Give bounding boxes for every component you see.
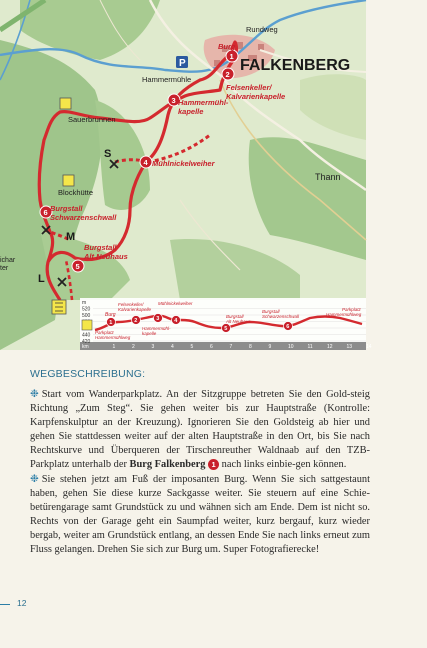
profile-x-tick: km [82, 344, 89, 350]
profile-alt-neuhaus-l2: Alt Neuhaus [226, 319, 251, 324]
label-sauerbrunnen: Sauerbrunnen [68, 115, 116, 124]
profile-badge-text: 2 [134, 318, 138, 324]
svg-text:3: 3 [171, 96, 176, 105]
svg-text:4: 4 [143, 158, 148, 167]
profile-parkplatz-start-l1: Parkplatz [95, 330, 114, 335]
profile-parkplatz-end-l1: Parkplatz [342, 307, 361, 312]
page-footer [0, 598, 40, 612]
profile-badge-6 [284, 322, 293, 331]
route-description [30, 368, 370, 557]
profile-x-tick: 2 [132, 344, 135, 350]
letter-l: L [38, 273, 45, 285]
waypoint-2 [222, 68, 234, 80]
shelter-marker-sauerbrunnen [60, 98, 71, 109]
paragraph-1-text-b: nach links einbie-gen können. [219, 459, 347, 471]
profile-y-tick: 420 [82, 339, 91, 345]
profile-alt-neuhaus-l1: Burgstall [226, 314, 244, 319]
svg-text:1: 1 [229, 52, 234, 61]
profile-badge-text: 1 [109, 320, 113, 326]
label-hammermuehl-line2: kapelle [178, 107, 204, 116]
profile-schwarzenschwall-l2: Schwarzenschwall [262, 314, 300, 319]
profile-badge-text: 6 [286, 324, 290, 330]
label-felsenkeller-line2: Kalvarienkapelle [226, 92, 286, 101]
profile-label-burg: Burg [105, 312, 116, 318]
waypoint-1 [226, 50, 238, 62]
waypoint-5 [72, 260, 84, 272]
elevation-profile [80, 298, 372, 350]
label-schwarzenschwall-line1: Burgstall [50, 204, 83, 213]
profile-badge-5 [222, 324, 231, 333]
bullet-icon: ❉ [30, 473, 39, 485]
letter-m: M [66, 231, 76, 243]
profile-x-tick: 7 [229, 344, 233, 350]
svg-text:2: 2 [225, 70, 230, 79]
shelter-marker-blockhuette [63, 175, 74, 186]
letter-s: S [104, 148, 112, 160]
waypoint-badge-icon: 1 [208, 459, 219, 470]
profile-x-tick: 3 [151, 344, 155, 350]
bullet-icon: ❉ [30, 389, 39, 400]
svg-text:6: 6 [43, 208, 48, 217]
label-muehlnickelweiher: Mühlnickelweiher [152, 159, 215, 168]
section-title: WEGBESCHREIBUNG: [30, 368, 146, 380]
label-bichar: ichar [0, 257, 16, 264]
profile-schwarzenschwall-l1: Burgstall [262, 309, 280, 314]
profile-x-tick: 9 [268, 344, 272, 350]
profile-x-tick: 8 [249, 344, 252, 350]
label-alt-neuhaus-line2: Alt Neuhaus [84, 252, 128, 261]
profile-parkplatz-end-l2: Hammermühlweg [326, 312, 362, 317]
profile-y-tick: 500 [82, 313, 91, 319]
profile-badge-text: 5 [224, 326, 228, 332]
svg-text:5: 5 [75, 262, 80, 271]
profile-x-tick: 12 [327, 344, 333, 350]
profile-x-tick: 11 [307, 344, 313, 350]
profile-badge-text: 3 [156, 316, 160, 322]
profile-x-tick: 5 [190, 344, 194, 350]
profile-x-tick: 4 [171, 344, 174, 350]
profile-badge-2 [132, 316, 141, 325]
profile-y-tick: 440 [82, 332, 91, 339]
profile-y-tick: 520 [82, 306, 91, 313]
profile-badge-text: 4 [174, 318, 178, 324]
paragraph-1-text-a: Start vom Wanderparkplatz. An der Sitzgruppe betreten Sie den Gold-steig Richtung „Zum Steg“. Sie gehen weiter bis zur Hauptstraße (Kontrolle: Karpfenskulptur an der Kreuzung). Ignorieren Sie den Goldsteig ab hier und gehen Sie stattdessen weiter auf der alten Hauptstraße in den Ort, bis Sie nach Rechtskurve und Überqueren der Tirschenreuther Waldnaab auf den TZB-Parkplatz unterhalb der [30, 389, 370, 471]
waypoint-4 [140, 156, 152, 168]
profile-felsenkeller-l2: Kalvarienkapelle [118, 307, 152, 312]
label-thann: Thann [315, 172, 341, 182]
paragraph-2 [30, 473, 370, 558]
label-ter: ter [0, 265, 9, 272]
profile-x-tick: 13 [346, 344, 353, 350]
label-schwarzenschwall-line2: Schwarzenschwall [50, 213, 117, 222]
profile-badge-1 [107, 318, 116, 327]
label-felsenkeller-line1: Felsenkeller/ [226, 83, 272, 92]
profile-x-tick: 14 [366, 344, 372, 350]
profile-x-tick: 1 [112, 344, 116, 350]
profile-badge-3 [154, 314, 163, 323]
profile-y-tick: m [82, 300, 87, 306]
profile-start-marker [82, 320, 92, 330]
profile-x-tick: 10 [288, 344, 294, 350]
label-alt-neuhaus-line1: Burgstall [84, 243, 117, 252]
label-blockhuette: Blockhütte [58, 188, 94, 197]
hiking-map [0, 0, 372, 350]
profile-parkplatz-start-l2: Hammermühlweg [95, 335, 131, 340]
profile-hammermuehl-l1: Hammermühl- [142, 326, 171, 331]
label-burg: Burg [218, 42, 236, 51]
profile-hammermuehl-l2: kapelle [142, 331, 157, 336]
label-rundweg: Rundweg [246, 25, 278, 34]
label-hammermuehle: Hammermühle [142, 75, 192, 84]
profile-felsenkeller-l1: Felsenkeller/ [118, 302, 144, 307]
profile-label-muehlnickelweiher: Mühlnickelweiher [158, 301, 193, 306]
profile-badge-4 [172, 316, 181, 325]
page-number: 12 [17, 598, 27, 608]
footer-rule [0, 604, 10, 605]
paragraph-1 [30, 388, 370, 473]
label-falkenberg: FALKENBERG [240, 57, 351, 74]
profile-x-tick: 6 [210, 344, 213, 350]
label-hammermuehl-line1: Hammermühl- [178, 98, 229, 107]
paragraph-1-bold: Burg Falkenberg [129, 459, 206, 471]
paragraph-2-text: Sie stehen jetzt am Fuß der imposanten Burg. Wenn Sie sich sattgestaunt haben, gehen Sie diese kurze Sackgasse weiter. Sie steuern auf eine Schie-betürengarage samt Grundstück zu und wähnen sich am Ende. Dem ist nicht so. Rechts von der Garage geht ein Saumpfad weiter, kurz bergauf, kurz wieder bergab, weiter am Grundstück entlang, an dessen Ende Sie nach links erneut zum Fluss gelangen. Drehen Sie sich zur Burg um. Super Fotografierecke! [30, 473, 370, 556]
parking-label: P [179, 58, 186, 69]
